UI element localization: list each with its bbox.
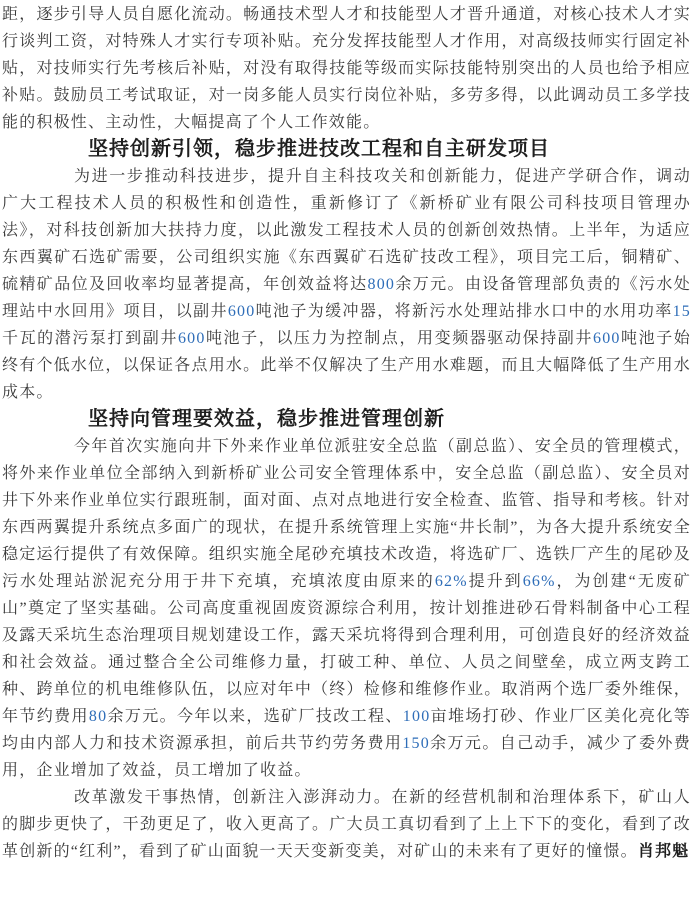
- text-run: 余万元。今年以来，选矿厂技改工程、: [107, 708, 403, 725]
- text-run: 千瓦的潜污泵打到副井: [2, 330, 178, 347]
- highlight-number: 600: [177, 330, 206, 347]
- text-run: 吨池子，以压力为控制点，用变频器驱动保持副井: [205, 330, 593, 347]
- text-run: 距，逐步引导人员自愿化流动。畅通技术型人才和技能型人才晋升通道，对核心技术人才实行谈判工资，对特殊人才实行专项补贴。充分发挥技能型人才作用，对高级技师实行固定补贴，对技师实行先考核后补贴，对没有取得技能等级而实际技能特别突出的人员也给予相应补贴。鼓励员工考试取证，对一岗多能人员实行岗位补贴，多劳多得，以此调动员工多学技能的积极性、主动性，大幅提高了个人工作效能。: [2, 6, 691, 131]
- text-run: 坚持创新引领，稳步推进技改工程和自主研发项目: [88, 138, 550, 160]
- highlight-number: 600: [593, 330, 621, 347]
- section-heading: [2, 136, 691, 163]
- author-name: 肖邦魁: [637, 843, 690, 860]
- highlight-number: 80: [88, 708, 108, 725]
- text-run: ，为创建“无废矿山”奠定了坚实基础。公司高度重视固废资源综合利用，按计划推进砂石骨料制备中心工程及露天采坑生态治理项目规划建设工作，露天采坑将得到合理利用，可创造良好的经济效益和社会效益。通过整合全公司维修力量，打破工种、单位、人员之间壁垒，成立两支跨工种、跨单位的机电维修队伍，以应对年中（终）检修和维修作业。取消两个选厂委外维保，年节约费用: [2, 573, 691, 725]
- highlight-number: 150: [402, 735, 430, 752]
- text-run: 坚持向管理要效益，稳步推进管理创新: [88, 408, 445, 430]
- text-run: 亩堆场打砂、作业厂区美化亮化等均由内部人力和技术资源承担，前后共节约劳务费用: [2, 708, 691, 752]
- paragraph: [2, 433, 691, 784]
- highlight-number: 15: [672, 303, 691, 320]
- text-run: 吨池子始终有个低水位，以保证各点用水。此举不仅解决了生产用水难题，而且大幅降低了生产用水成本。: [2, 330, 691, 401]
- highlight-number: 62%: [434, 573, 468, 590]
- text-run: 吨池子为缓冲器，将新污水处理站排水口中的水用功率: [255, 303, 673, 320]
- paragraph: [2, 784, 691, 865]
- highlight-number: 66%: [522, 573, 556, 590]
- paragraph: [2, 163, 691, 406]
- text-run: 余万元。由设备管理部负责的《污水处理站中水回用》项目，以副井: [2, 276, 692, 320]
- highlight-number: 100: [402, 708, 431, 725]
- text-run: 余万元。自己动手，减少了委外费用，企业增加了效益，员工增加了收益。: [2, 735, 691, 779]
- paragraph: [2, 1, 691, 136]
- text-run: 改革激发干事热情，创新注入澎湃动力。在新的经营机制和治理体系下，矿山人的脚步更快了，干劲更足了，收入更高了。广大员工真切看到了上上下下的变化，看到了改革创新的“红利”，看到了矿山面貌一天天变新变美，对矿山的未来有了更好的憧憬。: [2, 789, 691, 860]
- highlight-number: 600: [227, 303, 256, 320]
- text-run: 提升到: [467, 573, 523, 590]
- section-heading: [2, 406, 691, 433]
- text-run: 为进一步推动科技进步，提升自主科技攻关和创新能力，促进产学研合作，调动广大工程技术人员的积极性和创造性，重新修订了《新桥矿业有限公司科技项目管理办法》，对科技创新加大扶持力度，以此激发工程技术人员的创新创效热情。上半年，为适应东西翼矿石选矿需要，公司组织实施《东西翼矿石选矿技改工程》，项目完工后，铜精矿、硫精矿品位及回收率均显著提高，年创效益将达: [2, 168, 691, 293]
- highlight-number: 800: [367, 276, 396, 293]
- text-run: 今年首次实施向井下外来作业单位派驻安全总监（副总监）、安全员的管理模式，将外来作业单位全部纳入到新桥矿业公司安全管理体系中，安全总监（副总监）、安全员对井下外来作业单位实行跟班制，面对面、点对点地进行安全检查、监管、指导和考核。针对东西两翼提升系统点多面广的现状，在提升系统管理上实施“井长制”，为各大提升系统安全稳定运行提供了有效保障。组织实施全尾砂充填技术改造，将选矿厂、选铁厂产生的尾砂及污水处理站淤泥充分用于井下充填，充填浓度由原来的: [2, 438, 691, 590]
